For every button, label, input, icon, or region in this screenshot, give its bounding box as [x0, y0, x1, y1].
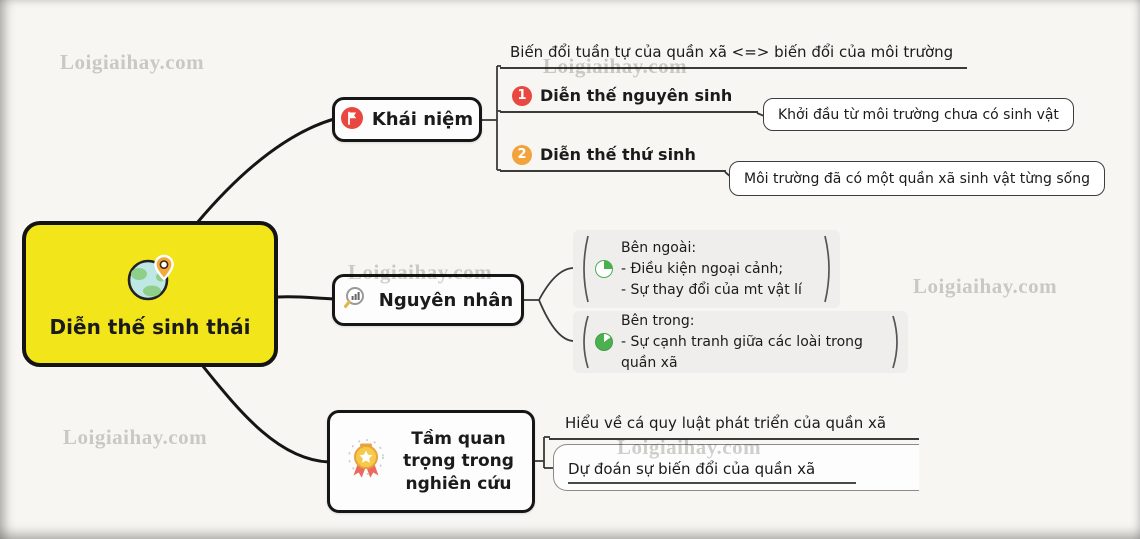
external-cause-2: - Sự thay đổi của mt vật lí — [621, 281, 802, 298]
definition-line: Biến đổi tuần tự của quần xã <=> biến đổi của môi trường — [500, 42, 967, 69]
watermark: Loigiaihay.com — [543, 54, 688, 78]
node-tam-quan-trong — [327, 410, 535, 513]
internal-causes-box — [573, 311, 908, 373]
research-benefit-2-box — [553, 444, 919, 491]
watermark: Loigiaihay.com — [913, 274, 1058, 298]
node-nguyen-nhan — [332, 274, 524, 326]
pie-quarter-icon — [595, 260, 613, 278]
medal-ribbon-icon — [343, 437, 389, 487]
watermark: Loigiaihay.com — [63, 425, 208, 449]
external-cause-1: - Điều kiện ngoại cảnh; — [621, 260, 784, 277]
research-benefit-2: Dự đoán sự biến đổi của quần xã — [568, 460, 856, 484]
number-1-badge-icon: 1 — [512, 86, 532, 106]
node-nguyen-nhan-label: Nguyên nhân — [378, 289, 514, 311]
root-node-dien-the-sinh-thai — [22, 221, 278, 367]
internal-causes-title: Bên trong: — [621, 312, 695, 329]
node-khai-niem-label: Khái niệm — [371, 109, 474, 130]
right-parenthesis — [890, 314, 904, 370]
primary-succession-item — [500, 85, 758, 113]
external-causes-box — [573, 230, 840, 308]
left-parenthesis — [577, 314, 591, 370]
watermark: Loigiaihay.com — [617, 435, 762, 459]
root-title: Diễn thế sinh thái — [49, 314, 251, 339]
magnifier-bar-chart-icon — [343, 285, 370, 316]
watermark: Loigiaihay.com — [348, 260, 493, 284]
primary-succession-label: Diễn thế nguyên sinh — [540, 86, 733, 105]
external-causes-title: Bên ngoài: — [621, 239, 697, 256]
internal-cause-1: - Sự cạnh tranh giữa các loài trong quần xã — [621, 333, 863, 371]
node-khai-niem — [332, 97, 482, 142]
globe-location-pin-icon — [123, 250, 177, 308]
secondary-succession-note-box: Môi trường đã có một quần xã sinh vật từng sống — [729, 161, 1105, 196]
node-tam-quan-trong-label: Tầm quan trọng trong nghiên cứu — [403, 428, 514, 494]
flag-badge-icon — [341, 107, 363, 133]
number-2-badge-icon: 2 — [512, 145, 532, 165]
secondary-succession-item — [500, 144, 726, 172]
research-benefit-1: Hiểu về cá quy luật phát triển của quần xã — [549, 413, 919, 440]
watermark: Loigiaihay.com — [60, 50, 205, 74]
left-parenthesis — [577, 233, 591, 305]
right-parenthesis — [822, 233, 836, 305]
primary-succession-note-box: Khởi đầu từ môi trường chưa có sinh vật — [763, 98, 1074, 131]
pie-three-quarter-icon — [595, 333, 613, 351]
secondary-succession-label: Diễn thế thứ sinh — [540, 145, 696, 164]
